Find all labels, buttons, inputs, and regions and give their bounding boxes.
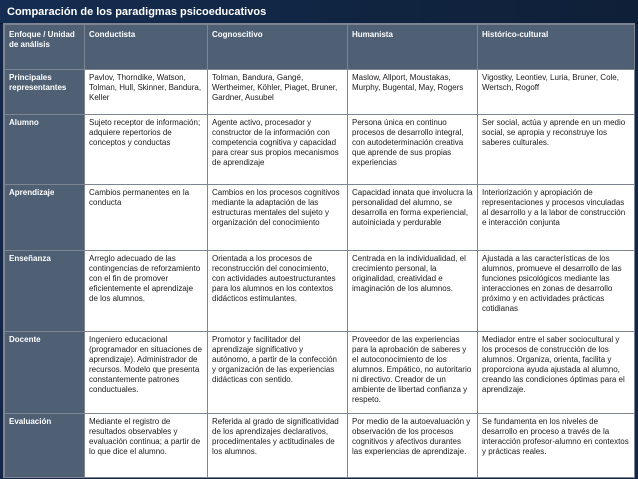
table-cell: Orientada a los procesos de reconstrucción del conocimiento, con actividades autoestructurantes para los alumnos en los contextos didácticos estimulantes. bbox=[208, 251, 348, 332]
slide-title: Comparación de los paradigmas psicoeducativos bbox=[0, 0, 638, 24]
table-cell: Cambios en los procesos cognitivos mediante la adaptación de las estructuras mentales del sujeto y organización del conocimiento bbox=[208, 185, 348, 251]
table-row bbox=[5, 332, 635, 414]
header-cell: Conductista bbox=[85, 25, 208, 70]
comparison-table bbox=[4, 24, 635, 478]
row-header: Alumno bbox=[5, 115, 85, 185]
table-cell: Cambios permanentes en la conducta bbox=[85, 185, 208, 251]
header-cell: Cognoscitivo bbox=[208, 25, 348, 70]
comparison-table-container bbox=[3, 23, 635, 478]
table-cell: Vigostky, Leontiev, Luria, Bruner, Cole, Wertsch, Rogoff bbox=[478, 70, 635, 115]
table-row bbox=[5, 70, 635, 115]
row-header: Aprendizaje bbox=[5, 185, 85, 251]
table-row bbox=[5, 414, 635, 478]
table-row bbox=[5, 251, 635, 332]
table-cell: Maslow, Allport, Moustakas, Murphy, Bugental, May, Rogers bbox=[348, 70, 478, 115]
table-cell: Proveedor de las experiencias para la aprobación de saberes y el autoconocimiento de los alumnos. Empático, no autoritario ni directivo. Creador de un ambiente de libertad confianza y respeto. bbox=[348, 332, 478, 414]
table-cell: Agente activo, procesador y constructor de la información con competencia cognitiva y capacidad para crear sus propios mecanismos de aprendizaje bbox=[208, 115, 348, 185]
header-cell: Histórico-cultural bbox=[478, 25, 635, 70]
table-cell: Ajustada a las características de los alumnos, promueve el desarrollo de las funciones psicológicos mediante las interacciones en zonas de desarrollo próximo y en actividades prácticas cotidianas bbox=[478, 251, 635, 332]
table-cell: Ser social, actúa y aprende en un medio social, se apropia y reconstruye los saberes culturales. bbox=[478, 115, 635, 185]
table-cell: Capacidad innata que involucra la personalidad del alumno, se desarrolla en forma experiencial, autoiniciada y perdurable bbox=[348, 185, 478, 251]
table-row bbox=[5, 115, 635, 185]
table-cell: Arreglo adecuado de las contingencias de reforzamiento con el fin de promover eficientemente el aprendizaje de los alumnos. bbox=[85, 251, 208, 332]
header-cell: Enfoque / Unidad de análisis bbox=[5, 25, 85, 70]
table-cell: Centrada en la individualidad, el crecimiento personal, la originalidad, creatividad e imaginación de los alumnos. bbox=[348, 251, 478, 332]
row-header: Docente bbox=[5, 332, 85, 414]
table-cell: Pavlov, Thorndike, Watson, Tolman, Hull, Skinner, Bandura, Keller bbox=[85, 70, 208, 115]
table-cell: Mediante el registro de resultados observables y evaluación continua; a partir de lo que dice el alumno. bbox=[85, 414, 208, 478]
table-cell: Ingeniero educacional (programador en situaciones de aprendizaje). Administrador de recursos. Modelo que presenta constantemente patrones conductuales. bbox=[85, 332, 208, 414]
row-header: Evaluación bbox=[5, 414, 85, 478]
table-cell: Interiorización y apropiación de representaciones y procesos vinculadas al desarrollo y a la labor de construcción e interacción conjunta bbox=[478, 185, 635, 251]
table-cell: Sujeto receptor de información; adquiere repertorios de conceptos y conductas bbox=[85, 115, 208, 185]
table-cell: Referida al grado de significatividad de los aprendizajes declarativos, procedimentales y actitudinales de los alumnos. bbox=[208, 414, 348, 478]
table-cell: Tolman, Bandura, Gangé, Wertheimer, Köhler, Piaget, Bruner, Gardner, Ausubel bbox=[208, 70, 348, 115]
row-header: Principales representantes bbox=[5, 70, 85, 115]
table-cell: Promotor y facilitador del aprendizaje significativo y autónomo, a partir de la confección y organización de las experiencias didácticas con sentido. bbox=[208, 332, 348, 414]
table-row bbox=[5, 185, 635, 251]
header-cell: Humanista bbox=[348, 25, 478, 70]
table-cell: Se fundamenta en los niveles de desarrollo en proceso a través de la interacción profesor-alumno en contextos y prácticas reales. bbox=[478, 414, 635, 478]
row-header: Enseñanza bbox=[5, 251, 85, 332]
table-header-row bbox=[5, 25, 635, 70]
table-cell: Por medio de la autoevaluación y observación de los procesos cognitivos y afectivos durantes las experiencias de aprendizaje. bbox=[348, 414, 478, 478]
table-cell: Persona única en continuo procesos de desarrollo integral, con autodeterminación creativa que aprende de sus propias experiencias bbox=[348, 115, 478, 185]
table-cell: Mediador entre el saber sociocultural y los procesos de construcción de los alumnos. Organiza, orienta, facilita y proporciona ayuda ajustada al alumno, creando las condiciones óptimas para el aprendizaje. bbox=[478, 332, 635, 414]
